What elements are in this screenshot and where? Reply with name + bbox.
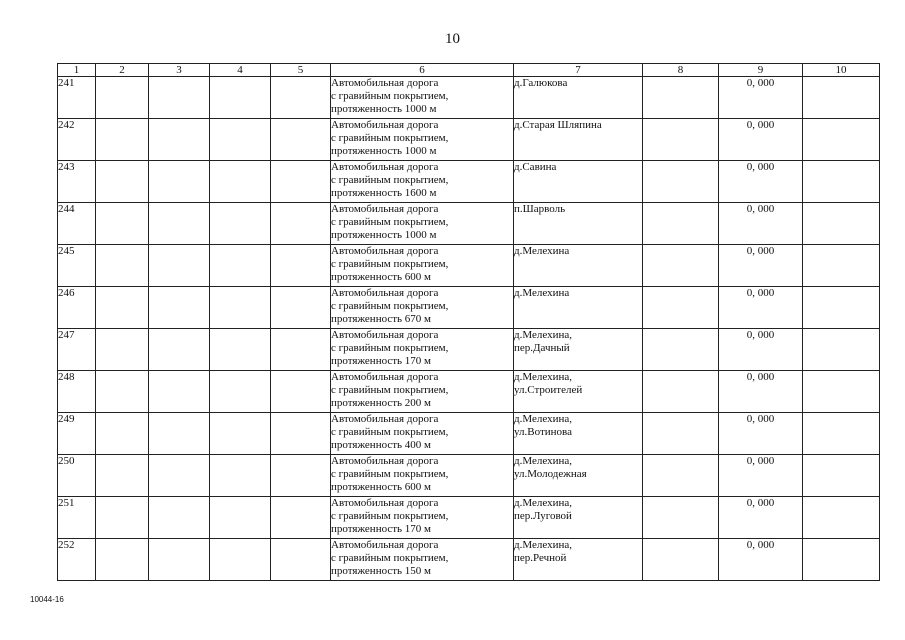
road-description: Автомобильная дорога с гравийным покрытием, протяженность 1000 м bbox=[331, 119, 514, 161]
empty-cell bbox=[643, 161, 719, 203]
empty-cell bbox=[96, 455, 149, 497]
column-header-4: 4 bbox=[210, 64, 271, 77]
road-value: 0, 000 bbox=[719, 287, 803, 329]
row-number: 246 bbox=[58, 287, 96, 329]
road-location: д.Старая Шляпина bbox=[514, 119, 643, 161]
empty-cell bbox=[643, 203, 719, 245]
row-number: 247 bbox=[58, 329, 96, 371]
road-location: д.Мелехина, ул.Строителей bbox=[514, 371, 643, 413]
empty-cell bbox=[149, 413, 210, 455]
road-description: Автомобильная дорога с гравийным покрытием, протяженность 170 м bbox=[331, 497, 514, 539]
empty-cell bbox=[96, 245, 149, 287]
empty-cell bbox=[643, 287, 719, 329]
road-description: Автомобильная дорога с гравийным покрытием, протяженность 400 м bbox=[331, 413, 514, 455]
empty-cell bbox=[271, 119, 331, 161]
empty-cell bbox=[149, 287, 210, 329]
empty-cell bbox=[271, 161, 331, 203]
empty-cell bbox=[271, 497, 331, 539]
empty-cell bbox=[271, 413, 331, 455]
road-value: 0, 000 bbox=[719, 455, 803, 497]
road-description: Автомобильная дорога с гравийным покрытием, протяженность 1000 м bbox=[331, 203, 514, 245]
empty-cell bbox=[149, 455, 210, 497]
column-header-5: 5 bbox=[271, 64, 331, 77]
empty-cell bbox=[803, 203, 880, 245]
empty-cell bbox=[271, 455, 331, 497]
empty-cell bbox=[149, 497, 210, 539]
road-value: 0, 000 bbox=[719, 413, 803, 455]
road-location: д.Мелехина, пер.Луговой bbox=[514, 497, 643, 539]
empty-cell bbox=[271, 329, 331, 371]
road-location: д.Савина bbox=[514, 161, 643, 203]
empty-cell bbox=[96, 287, 149, 329]
empty-cell bbox=[149, 329, 210, 371]
row-number: 252 bbox=[58, 539, 96, 581]
table-row bbox=[58, 329, 880, 371]
road-value: 0, 000 bbox=[719, 77, 803, 119]
empty-cell bbox=[271, 245, 331, 287]
empty-cell bbox=[803, 539, 880, 581]
row-number: 251 bbox=[58, 497, 96, 539]
empty-cell bbox=[643, 371, 719, 413]
empty-cell bbox=[96, 371, 149, 413]
road-description: Автомобильная дорога с гравийным покрытием, протяженность 600 м bbox=[331, 245, 514, 287]
empty-cell bbox=[643, 539, 719, 581]
road-location: п.Шарволь bbox=[514, 203, 643, 245]
road-value: 0, 000 bbox=[719, 161, 803, 203]
row-number: 245 bbox=[58, 245, 96, 287]
empty-cell bbox=[803, 287, 880, 329]
table-row bbox=[58, 119, 880, 161]
empty-cell bbox=[643, 77, 719, 119]
column-header-2: 2 bbox=[96, 64, 149, 77]
empty-cell bbox=[803, 119, 880, 161]
column-header-1: 1 bbox=[58, 64, 96, 77]
road-location: д.Мелехина, ул.Молодежная bbox=[514, 455, 643, 497]
document-code: 10044-16 bbox=[30, 595, 64, 604]
empty-cell bbox=[96, 539, 149, 581]
empty-cell bbox=[803, 497, 880, 539]
empty-cell bbox=[96, 119, 149, 161]
empty-cell bbox=[96, 161, 149, 203]
empty-cell bbox=[210, 245, 271, 287]
table-row bbox=[58, 413, 880, 455]
empty-cell bbox=[210, 371, 271, 413]
empty-cell bbox=[210, 77, 271, 119]
empty-cell bbox=[803, 413, 880, 455]
empty-cell bbox=[210, 119, 271, 161]
table-row bbox=[58, 539, 880, 581]
row-number: 248 bbox=[58, 371, 96, 413]
row-number: 241 bbox=[58, 77, 96, 119]
road-description: Автомобильная дорога с гравийным покрытием, протяженность 670 м bbox=[331, 287, 514, 329]
road-description: Автомобильная дорога с гравийным покрытием, протяженность 170 м bbox=[331, 329, 514, 371]
row-number: 244 bbox=[58, 203, 96, 245]
empty-cell bbox=[149, 203, 210, 245]
empty-cell bbox=[96, 413, 149, 455]
column-header-8: 8 bbox=[643, 64, 719, 77]
empty-cell bbox=[149, 77, 210, 119]
road-description: Автомобильная дорога с гравийным покрытием, протяженность 200 м bbox=[331, 371, 514, 413]
row-number: 250 bbox=[58, 455, 96, 497]
empty-cell bbox=[149, 539, 210, 581]
road-location: д.Мелехина bbox=[514, 287, 643, 329]
empty-cell bbox=[271, 203, 331, 245]
road-value: 0, 000 bbox=[719, 329, 803, 371]
row-number: 249 bbox=[58, 413, 96, 455]
empty-cell bbox=[643, 455, 719, 497]
empty-cell bbox=[210, 203, 271, 245]
road-description: Автомобильная дорога с гравийным покрытием, протяженность 150 м bbox=[331, 539, 514, 581]
table-row bbox=[58, 287, 880, 329]
road-value: 0, 000 bbox=[719, 203, 803, 245]
road-value: 0, 000 bbox=[719, 245, 803, 287]
empty-cell bbox=[803, 77, 880, 119]
empty-cell bbox=[210, 539, 271, 581]
empty-cell bbox=[210, 329, 271, 371]
empty-cell bbox=[803, 329, 880, 371]
empty-cell bbox=[96, 203, 149, 245]
road-value: 0, 000 bbox=[719, 371, 803, 413]
table-row bbox=[58, 161, 880, 203]
column-header-9: 9 bbox=[719, 64, 803, 77]
empty-cell bbox=[210, 413, 271, 455]
row-number: 242 bbox=[58, 119, 96, 161]
page-number: 10 bbox=[445, 31, 460, 47]
empty-cell bbox=[271, 287, 331, 329]
empty-cell bbox=[271, 77, 331, 119]
road-value: 0, 000 bbox=[719, 119, 803, 161]
empty-cell bbox=[803, 455, 880, 497]
empty-cell bbox=[149, 161, 210, 203]
column-header-3: 3 bbox=[149, 64, 210, 77]
empty-cell bbox=[803, 245, 880, 287]
registry-table bbox=[57, 63, 880, 581]
empty-cell bbox=[803, 371, 880, 413]
road-description: Автомобильная дорога с гравийным покрытием, протяженность 600 м bbox=[331, 455, 514, 497]
column-header-10: 10 bbox=[803, 64, 880, 77]
empty-cell bbox=[96, 329, 149, 371]
empty-cell bbox=[149, 371, 210, 413]
road-location: д.Мелехина, пер.Дачный bbox=[514, 329, 643, 371]
road-location: д.Мелехина bbox=[514, 245, 643, 287]
empty-cell bbox=[803, 161, 880, 203]
empty-cell bbox=[210, 161, 271, 203]
empty-cell bbox=[643, 119, 719, 161]
empty-cell bbox=[643, 245, 719, 287]
road-location: д.Мелехина, ул.Вотинова bbox=[514, 413, 643, 455]
table-row bbox=[58, 497, 880, 539]
road-description: Автомобильная дорога с гравийным покрытием, протяженность 1000 м bbox=[331, 77, 514, 119]
column-header-6: 6 bbox=[331, 64, 514, 77]
road-value: 0, 000 bbox=[719, 497, 803, 539]
table-row bbox=[58, 203, 880, 245]
empty-cell bbox=[96, 497, 149, 539]
road-value: 0, 000 bbox=[719, 539, 803, 581]
table-row bbox=[58, 455, 880, 497]
empty-cell bbox=[210, 497, 271, 539]
table-row bbox=[58, 371, 880, 413]
column-header-7: 7 bbox=[514, 64, 643, 77]
road-location: д.Мелехина, пер.Речной bbox=[514, 539, 643, 581]
header-row bbox=[58, 64, 880, 77]
table-row bbox=[58, 77, 880, 119]
road-location: д.Галюкова bbox=[514, 77, 643, 119]
empty-cell bbox=[149, 245, 210, 287]
empty-cell bbox=[643, 497, 719, 539]
road-description: Автомобильная дорога с гравийным покрытием, протяженность 1600 м bbox=[331, 161, 514, 203]
empty-cell bbox=[210, 455, 271, 497]
empty-cell bbox=[210, 287, 271, 329]
empty-cell bbox=[149, 119, 210, 161]
row-number: 243 bbox=[58, 161, 96, 203]
empty-cell bbox=[643, 329, 719, 371]
table-row bbox=[58, 245, 880, 287]
empty-cell bbox=[271, 371, 331, 413]
empty-cell bbox=[271, 539, 331, 581]
empty-cell bbox=[96, 77, 149, 119]
empty-cell bbox=[643, 413, 719, 455]
